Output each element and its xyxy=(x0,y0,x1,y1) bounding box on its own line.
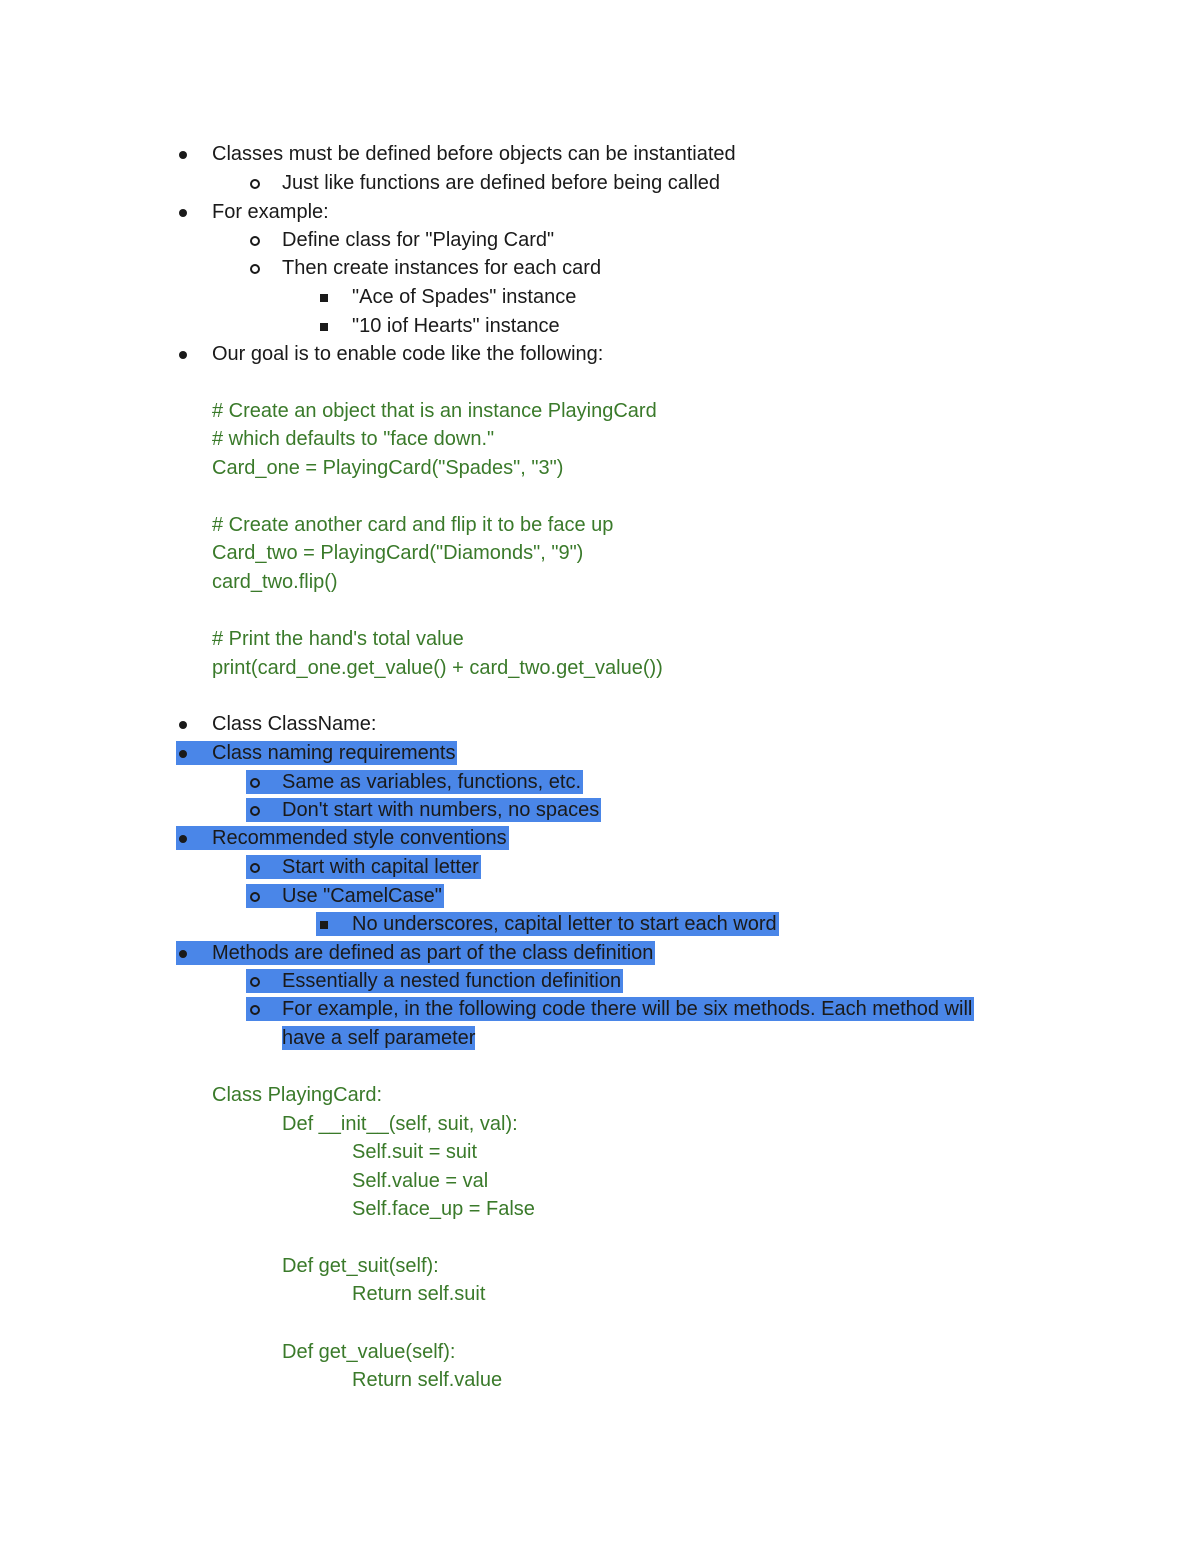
bullet-circle-icon xyxy=(246,798,282,822)
bullet-item xyxy=(176,342,603,366)
highlighted-bullet-item[interactable] xyxy=(176,826,509,850)
bullet-circle-icon xyxy=(246,171,282,195)
bullet-text: Classes must be defined before objects can be instantiated xyxy=(212,143,736,165)
bullet-circle-icon xyxy=(246,884,282,908)
bullet-item xyxy=(246,228,554,252)
highlighted-bullet-continuation[interactable]: have a self parameter xyxy=(282,1027,476,1049)
code-line: Def __init__(self, suit, val): xyxy=(282,1113,518,1135)
code-line: Return self.value xyxy=(352,1369,503,1391)
bullet-text: Use "CamelCase" xyxy=(282,885,442,907)
highlighted-bullet-item[interactable] xyxy=(176,741,457,765)
code-line: Def get_suit(self): xyxy=(282,1255,439,1277)
code-line: Card_two = PlayingCard("Diamonds", "9") xyxy=(212,542,584,564)
bullet-text: Just like functions are defined before being called xyxy=(282,172,721,194)
bullet-item xyxy=(176,712,376,736)
bullet-square-icon xyxy=(316,314,352,338)
highlighted-bullet-item[interactable] xyxy=(246,798,601,822)
bullet-text: "10 iof Hearts" instance xyxy=(352,315,560,337)
code-line: card_two.flip() xyxy=(212,571,338,593)
bullet-text: For example, in the following code there will be six methods. Each method will xyxy=(282,998,973,1020)
bullet-item xyxy=(246,171,720,195)
bullet-disc-icon xyxy=(176,142,212,166)
highlighted-bullet-item[interactable] xyxy=(246,855,481,879)
bullet-text: "Ace of Spades" instance xyxy=(352,286,577,308)
bullet-disc-icon xyxy=(176,200,212,224)
code-line: # which defaults to "face down." xyxy=(212,428,495,450)
bullet-text: Start with capital letter xyxy=(282,856,479,878)
bullet-text: Class ClassName: xyxy=(212,713,377,735)
highlighted-bullet-item[interactable] xyxy=(316,912,779,936)
bullet-circle-icon xyxy=(246,997,282,1021)
bullet-disc-icon xyxy=(176,342,212,366)
code-line: Self.face_up = False xyxy=(352,1198,535,1220)
bullet-circle-icon xyxy=(246,256,282,280)
bullet-text: For example: xyxy=(212,201,329,223)
highlighted-bullet-item[interactable] xyxy=(246,770,583,794)
bullet-text: Don't start with numbers, no spaces xyxy=(282,799,600,821)
bullet-text: No underscores, capital letter to start each word xyxy=(352,913,777,935)
bullet-circle-icon xyxy=(246,770,282,794)
highlighted-bullet-item[interactable] xyxy=(246,969,623,993)
bullet-disc-icon xyxy=(176,741,212,765)
bullet-text: Define class for "Playing Card" xyxy=(282,229,555,251)
bullet-text: Essentially a nested function definition xyxy=(282,970,622,992)
bullet-item xyxy=(316,314,560,338)
highlighted-bullet-item[interactable] xyxy=(176,941,655,965)
bullet-circle-icon xyxy=(246,855,282,879)
code-line: # Print the hand's total value xyxy=(212,628,464,650)
bullet-square-icon xyxy=(316,285,352,309)
highlighted-bullet-item[interactable] xyxy=(246,884,444,908)
code-line: print(card_one.get_value() + card_two.get_value()) xyxy=(212,657,663,679)
bullet-item xyxy=(316,285,576,309)
code-line: Return self.suit xyxy=(352,1283,486,1305)
bullet-text: Methods are defined as part of the class definition xyxy=(212,942,654,964)
bullet-text: Same as variables, functions, etc. xyxy=(282,771,582,793)
highlighted-bullet-item[interactable] xyxy=(246,997,974,1021)
bullet-disc-icon xyxy=(176,712,212,736)
bullet-circle-icon xyxy=(246,969,282,993)
code-line: # Create another card and flip it to be face up xyxy=(212,514,614,536)
bullet-disc-icon xyxy=(176,826,212,850)
code-line: Def get_value(self): xyxy=(282,1341,456,1363)
bullet-text: Recommended style conventions xyxy=(212,827,507,849)
bullet-disc-icon xyxy=(176,941,212,965)
bullet-item xyxy=(176,200,329,224)
code-line: Self.suit = suit xyxy=(352,1141,478,1163)
bullet-item xyxy=(176,142,736,166)
bullet-text: Class naming requirements xyxy=(212,742,456,764)
bullet-text: Then create instances for each card xyxy=(282,257,602,279)
code-line: Self.value = val xyxy=(352,1170,489,1192)
code-line: # Create an object that is an instance PlayingCard xyxy=(212,400,657,422)
code-line: Card_one = PlayingCard("Spades", "3") xyxy=(212,457,564,479)
bullet-square-icon xyxy=(316,912,352,936)
bullet-item xyxy=(246,256,601,280)
code-line: Class PlayingCard: xyxy=(212,1084,383,1106)
bullet-circle-icon xyxy=(246,228,282,252)
bullet-text: Our goal is to enable code like the following: xyxy=(212,343,604,365)
